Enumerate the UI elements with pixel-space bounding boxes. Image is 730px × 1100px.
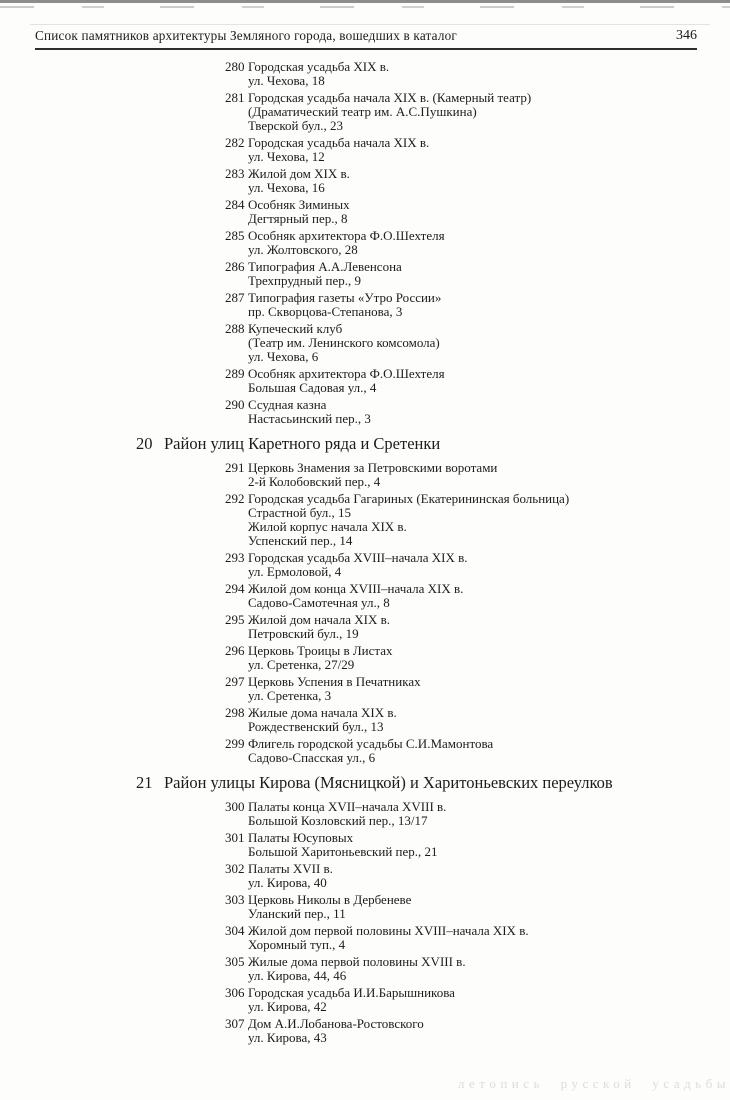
entry-title: Палаты конца XVII–начала XVIII в.: [248, 799, 447, 814]
entry-number: 292: [225, 491, 245, 506]
entry-title: Жилой дом первой половины XVIII–начала XIX в.: [248, 923, 529, 938]
entry-title: Жилой дом начала XIX в.: [248, 612, 391, 627]
entry-address: ул. Чехова, 6: [248, 349, 319, 364]
catalog-entry: [0, 322, 730, 364]
entry-title: Городская усадьба И.И.Барышникова: [248, 985, 455, 1000]
entry-number: 302: [225, 861, 245, 876]
entry-address: Страстной бул., 15: [248, 505, 352, 520]
entry-address: (Театр им. Ленинского комсомола): [248, 335, 440, 350]
entry-number: 289: [225, 366, 245, 381]
entry-lines: [248, 706, 730, 734]
catalog-entry: [0, 955, 730, 983]
catalog-entry: [0, 551, 730, 579]
entry-title: Городская усадьба XIX в.: [248, 59, 390, 74]
scan-edge-dashes: [0, 6, 730, 8]
entry-title: Церковь Николы в Дербеневе: [248, 892, 412, 907]
entry-number: 285: [225, 228, 245, 243]
catalog-entry: [0, 613, 730, 641]
catalog-entry: [0, 924, 730, 952]
running-head-title: Список памятников архитектуры Земляного города, вошедших в каталог: [35, 28, 458, 43]
catalog-entry: [0, 367, 730, 395]
entry-address: ул. Ермоловой, 4: [248, 564, 342, 579]
entry-number: 295: [225, 612, 245, 627]
entry-title: Палаты Юсуповых: [248, 830, 354, 845]
entry-address: ул. Сретенка, 3: [248, 688, 332, 703]
entry-address: 2-й Колобовский пер., 4: [248, 474, 381, 489]
entry-address: ул. Жолтовского, 28: [248, 242, 358, 257]
catalog-entry: [0, 986, 730, 1014]
catalog-entry: [0, 1017, 730, 1045]
entry-number: 294: [225, 581, 245, 596]
section-heading: [0, 773, 730, 793]
entry-lines: [248, 582, 730, 610]
entry-lines: [248, 862, 730, 890]
entry-title: Палаты XVII в.: [248, 861, 333, 876]
section-number: 21: [136, 773, 153, 792]
entry-address: Жилой корпус начала XIX в.: [248, 519, 407, 534]
entry-address: Садово-Спасская ул., 6: [248, 750, 376, 765]
entry-lines: [248, 893, 730, 921]
entry-title: Особняк Зиминых: [248, 197, 350, 212]
entry-number: 298: [225, 705, 245, 720]
catalog-entry: [0, 675, 730, 703]
catalog-entry: [0, 706, 730, 734]
entry-number: 304: [225, 923, 245, 938]
entry-lines: [248, 260, 730, 288]
entry-address: Рождественский бул., 13: [248, 719, 384, 734]
entry-address: Дегтярный пер., 8: [248, 211, 348, 226]
catalog-entry: [0, 198, 730, 226]
entry-address: Петровский бул., 19: [248, 626, 359, 641]
entry-title: Флигель городской усадьбы С.И.Мамонтова: [248, 736, 494, 751]
entry-lines: [248, 229, 730, 257]
entry-lines: [248, 492, 730, 548]
entry-number: 283: [225, 166, 245, 181]
entry-number: 305: [225, 954, 245, 969]
entry-title: Жилые дома начала XIX в.: [248, 705, 397, 720]
entry-lines: [248, 91, 730, 133]
entry-address: Тверской бул., 23: [248, 118, 344, 133]
entry-number: 306: [225, 985, 245, 1000]
entry-number: 281: [225, 90, 245, 105]
section-heading: [0, 434, 730, 454]
catalog-entry: [0, 644, 730, 672]
catalog-entry: [0, 737, 730, 765]
catalog-entry: [0, 260, 730, 288]
entry-title: Церковь Троицы в Листах: [248, 643, 393, 658]
entry-address: ул. Чехова, 18: [248, 73, 325, 88]
entry-lines: [248, 367, 730, 395]
entry-title: Особняк архитектора Ф.О.Шехтеля: [248, 366, 445, 381]
entry-title: Жилые дома первой половины XVIII в.: [248, 954, 466, 969]
entry-number: 280: [225, 59, 245, 74]
running-head: [35, 28, 697, 50]
entry-title: Купеческий клуб: [248, 321, 343, 336]
entry-number: 303: [225, 892, 245, 907]
entry-lines: [248, 398, 730, 426]
entry-address: Хоромный туп., 4: [248, 937, 346, 952]
catalog-entry: [0, 831, 730, 859]
entry-lines: [248, 955, 730, 983]
entry-lines: [248, 461, 730, 489]
catalog-entry: [0, 229, 730, 257]
entry-title: Городская усадьба начала XIX в.: [248, 135, 430, 150]
entry-lines: [248, 291, 730, 319]
entry-number: 296: [225, 643, 245, 658]
entry-title: Жилой дом XIX в.: [248, 166, 350, 181]
entry-number: 291: [225, 460, 245, 475]
catalog-entry: [0, 461, 730, 489]
scan-edge-strip: [0, 0, 730, 3]
entry-lines: [248, 644, 730, 672]
entry-address: Большой Харитоньевский пер., 21: [248, 844, 438, 859]
entry-number: 307: [225, 1016, 245, 1031]
scan-faint-line: [30, 24, 710, 25]
catalog-entry: [0, 60, 730, 88]
entry-lines: [248, 1017, 730, 1045]
entry-lines: [248, 136, 730, 164]
entry-address: ул. Чехова, 16: [248, 180, 325, 195]
catalog-entry: [0, 136, 730, 164]
entry-number: 290: [225, 397, 245, 412]
entry-address: ул. Кирова, 40: [248, 875, 327, 890]
entry-title: Церковь Успения в Печатниках: [248, 674, 421, 689]
entry-lines: [248, 322, 730, 364]
entry-title: Городская усадьба начала XIX в. (Камерный театр): [248, 90, 532, 105]
entry-address: Большой Козловский пер., 13/17: [248, 813, 428, 828]
catalog-entry: [0, 800, 730, 828]
entry-title: Жилой дом конца XVIII–начала XIX в.: [248, 581, 464, 596]
entry-address: ул. Чехова, 12: [248, 149, 325, 164]
entry-title: Ссудная казна: [248, 397, 327, 412]
catalog-entry: [0, 492, 730, 548]
entry-lines: [248, 800, 730, 828]
entry-address: Успенский пер., 14: [248, 533, 353, 548]
catalog-entry: [0, 291, 730, 319]
catalog-entry: [0, 398, 730, 426]
catalog-entry: [0, 862, 730, 890]
catalog-list: [0, 60, 730, 1048]
entry-lines: [248, 198, 730, 226]
entry-lines: [248, 986, 730, 1014]
entry-lines: [248, 737, 730, 765]
entry-address: Садово-Самотечная ул., 8: [248, 595, 390, 610]
entry-number: 288: [225, 321, 245, 336]
catalog-entry: [0, 582, 730, 610]
page-number: 346: [676, 28, 697, 43]
entry-address: Настасьинский пер., 3: [248, 411, 371, 426]
entry-title: Церковь Знамения за Петровскими воротами: [248, 460, 498, 475]
entry-number: 284: [225, 197, 245, 212]
section-title: Район улиц Каретного ряда и Сретенки: [164, 434, 441, 453]
catalog-entry: [0, 893, 730, 921]
entry-number: 301: [225, 830, 245, 845]
entry-number: 287: [225, 290, 245, 305]
entry-address: (Драматический театр им. А.С.Пушкина): [248, 104, 477, 119]
entry-number: 293: [225, 550, 245, 565]
entry-address: ул. Сретенка, 27/29: [248, 657, 355, 672]
entry-number: 282: [225, 135, 245, 150]
catalog-entry: [0, 167, 730, 195]
entry-title: Дом А.И.Лобанова-Ростовского: [248, 1016, 424, 1031]
entry-lines: [248, 924, 730, 952]
watermark-text: летопись русской усадьбы: [458, 1076, 730, 1091]
entry-lines: [248, 831, 730, 859]
entry-address: ул. Кирова, 44, 46: [248, 968, 347, 983]
entry-title: Городская усадьба XVIII–начала XIX в.: [248, 550, 468, 565]
entry-lines: [248, 613, 730, 641]
section-number: 20: [136, 434, 153, 453]
entry-number: 297: [225, 674, 245, 689]
entry-address: Большая Садовая ул., 4: [248, 380, 377, 395]
entry-number: 286: [225, 259, 245, 274]
section-title: Район улицы Кирова (Мясницкой) и Харитоньевских переулков: [164, 773, 613, 792]
entry-title: Типография А.А.Левенсона: [248, 259, 402, 274]
entry-address: Уланский пер., 11: [248, 906, 346, 921]
entry-lines: [248, 60, 730, 88]
entry-lines: [248, 167, 730, 195]
entry-title: Особняк архитектора Ф.О.Шехтеля: [248, 228, 445, 243]
entry-lines: [248, 551, 730, 579]
entry-address: Трехпрудный пер., 9: [248, 273, 362, 288]
entry-address: пр. Скворцова-Степанова, 3: [248, 304, 403, 319]
entry-number: 300: [225, 799, 245, 814]
entry-title: Типография газеты «Утро России»: [248, 290, 442, 305]
entry-number: 299: [225, 736, 245, 751]
entry-lines: [248, 675, 730, 703]
entry-address: ул. Кирова, 42: [248, 999, 327, 1014]
entry-title: Городская усадьба Гагариных (Екатерининская больница): [248, 491, 570, 506]
catalog-entry: [0, 91, 730, 133]
entry-address: ул. Кирова, 43: [248, 1030, 327, 1045]
